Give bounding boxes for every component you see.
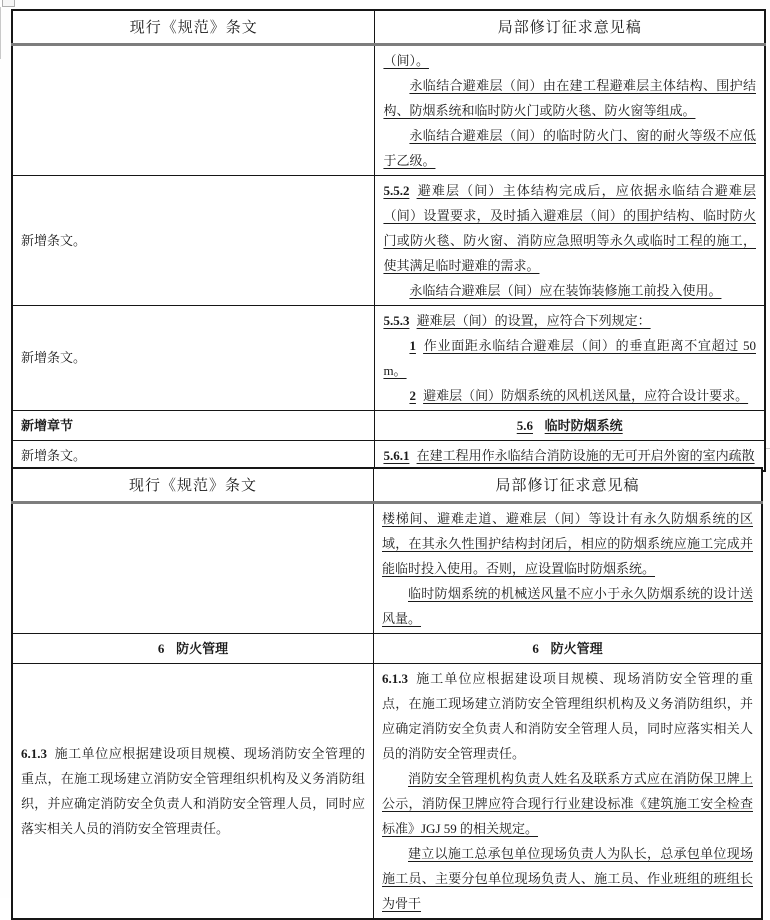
table-row — [12, 175, 765, 305]
text-boundary-line — [0, 7, 1, 59]
paragraph — [21, 413, 366, 438]
paragraph-text: 防火管理 — [176, 640, 229, 656]
table-row — [12, 410, 765, 440]
paragraph-text: 避难层（间）的设置，应符合下列规定： — [416, 312, 651, 328]
table-row — [12, 633, 762, 663]
clause-number: 1 — [409, 337, 416, 353]
paragraph-text: 临时防烟系统的机械送风量不应小于永久防烟系统的设计送风量。 — [382, 585, 753, 626]
cell-revision-draft — [374, 502, 763, 633]
table-2-body — [12, 502, 762, 919]
paragraph — [383, 413, 756, 438]
paragraph — [382, 506, 753, 581]
table-row — [12, 44, 765, 175]
paragraph — [382, 841, 753, 916]
cell-current-regulation — [12, 663, 374, 919]
clause-number: 5.6 — [516, 417, 533, 433]
cell-revision-draft — [374, 663, 763, 919]
paragraph — [21, 636, 365, 661]
cell-revision-draft — [375, 44, 765, 175]
cell-current-regulation — [12, 410, 375, 440]
cell-current-regulation — [12, 175, 375, 305]
paragraph-text: 新增条文。 — [21, 350, 87, 365]
cell-revision-draft — [374, 633, 763, 663]
paragraph-text: 施工单位应根据建设项目规模、现场消防安全管理的重点，在施工现场建立消防安全管理组织机构及义务消防组织，并应确定消防安全负责人和消防安全管理人员，同时应落实相关人员的消防安全管理责任。 — [21, 745, 365, 836]
paragraph — [21, 345, 366, 370]
paragraph-text: 避难层（间）防烟系统的风机送风量，应符合设计要求。 — [423, 387, 749, 403]
paragraph-text: 临时防烟系统 — [544, 417, 623, 433]
table-row — [12, 663, 762, 919]
paragraph-text: 避难层（间）主体结构完成后，应依据永临结合避难层（间）设置要求，及时插入避难层（间）的围护结构、临时防火门或防火毯、防火窗、消防应急照明等永久或临时工程的施工，使其满足临时避难的需求。 — [383, 182, 756, 273]
paragraph-text: 在建工程用作永临结合消防设施的无可开启外窗的室内疏散 — [416, 447, 755, 463]
clause-number: 6.1.3 — [382, 670, 408, 686]
cell-current-regulation — [12, 633, 374, 663]
header-current-regulation: 现行《规范》条文 — [12, 468, 374, 502]
header-revision-draft: 局部修订征求意见稿 — [375, 10, 765, 44]
cell-revision-draft — [375, 440, 765, 471]
paragraph — [383, 333, 756, 383]
cell-revision-draft — [375, 305, 765, 410]
clause-number: 5.5.3 — [383, 312, 410, 328]
paragraph — [383, 383, 756, 408]
table-row — [12, 305, 765, 410]
paragraph — [21, 228, 366, 253]
cell-current-regulation — [12, 502, 374, 633]
paragraph-text: 永临结合避难层（间）由在建工程避难层主体结构、围护结构、防烟系统和临时防火门或防火毯、防火窗等组成。 — [383, 77, 756, 118]
paragraph — [383, 73, 756, 123]
clause-number: 6 — [157, 640, 165, 656]
clause-number: 2 — [409, 387, 416, 403]
clause-number: 6 — [532, 640, 539, 656]
paragraph — [382, 666, 753, 766]
paragraph — [21, 443, 366, 468]
paragraph — [21, 741, 365, 841]
table-1-body — [12, 44, 765, 471]
header-revision-draft: 局部修订征求意见稿 — [374, 468, 763, 502]
paragraph-text: 楼梯间、避难走道、避难层（间）等设计有永久防烟系统的区域，在其永久性围护结构封闭后，相应的防烟系统应施工完成并能临时投入使用。否则，应设置临时防烟系统。 — [382, 510, 753, 576]
paragraph — [382, 581, 753, 631]
paragraph — [383, 308, 756, 333]
paragraph-text: 建立以施工总承包单位现场负责人为队长，总承包单位现场施工员、主要分包单位现场负责人、施工员、作业班组的班组长为骨干 — [382, 845, 753, 911]
clause-number: 5.6.1 — [383, 447, 410, 463]
table-row — [12, 440, 765, 471]
paragraph — [383, 443, 756, 468]
paragraph-text: 永临结合避难层（间）的临时防火门、窗的耐火等级不应低于乙级。 — [383, 127, 756, 168]
paragraph — [383, 278, 756, 303]
paragraph-text: （间）。 — [383, 52, 429, 68]
paragraph-text: 防火管理 — [550, 640, 603, 656]
paragraph-text: 消防安全管理机构负责人姓名及联系方式应在消防保卫牌上公示，消防保卫牌应符合现行行业建设标准《建筑施工安全检查标准》JGJ 59 的相关规定。 — [382, 770, 753, 836]
header-row — [12, 10, 765, 44]
paragraph-text: 作业面距永临结合避难层（间）的垂直距离不宜超过 50m。 — [383, 337, 756, 378]
clause-number: 6.1.3 — [21, 745, 47, 761]
cell-current-regulation — [12, 440, 375, 471]
paragraph — [382, 766, 753, 841]
paragraph — [382, 636, 753, 661]
cell-current-regulation — [12, 305, 375, 410]
paragraph-text: 新增条文。 — [21, 232, 87, 248]
paragraph-text: 新增条文。 — [21, 447, 87, 463]
cell-revision-draft — [375, 410, 765, 440]
clause-number: 5.5.2 — [383, 182, 410, 198]
paragraph-text: 永临结合避难层（间）应在装饰装修施工前投入使用。 — [409, 282, 722, 298]
paragraph — [383, 123, 756, 173]
comparison-table-1 — [11, 9, 766, 472]
paragraph-text: 施工单位应根据建设项目规模、现场消防安全管理的重点，在施工现场建立消防安全管理组织机构及义务消防组织，并应确定消防安全负责人和消防安全管理人员，同时应落实相关人员的消防安全管理责任。 — [382, 670, 753, 761]
paragraph — [383, 178, 756, 278]
cell-current-regulation — [12, 44, 375, 175]
paragraph-text: 新增章节 — [21, 417, 74, 433]
header-row — [12, 468, 762, 502]
table-move-handle-icon[interactable] — [2, 0, 15, 7]
table-row — [12, 502, 762, 633]
header-current-regulation: 现行《规范》条文 — [12, 10, 375, 44]
paragraph — [383, 48, 756, 73]
comparison-table-2 — [11, 467, 763, 920]
cell-revision-draft — [375, 175, 765, 305]
